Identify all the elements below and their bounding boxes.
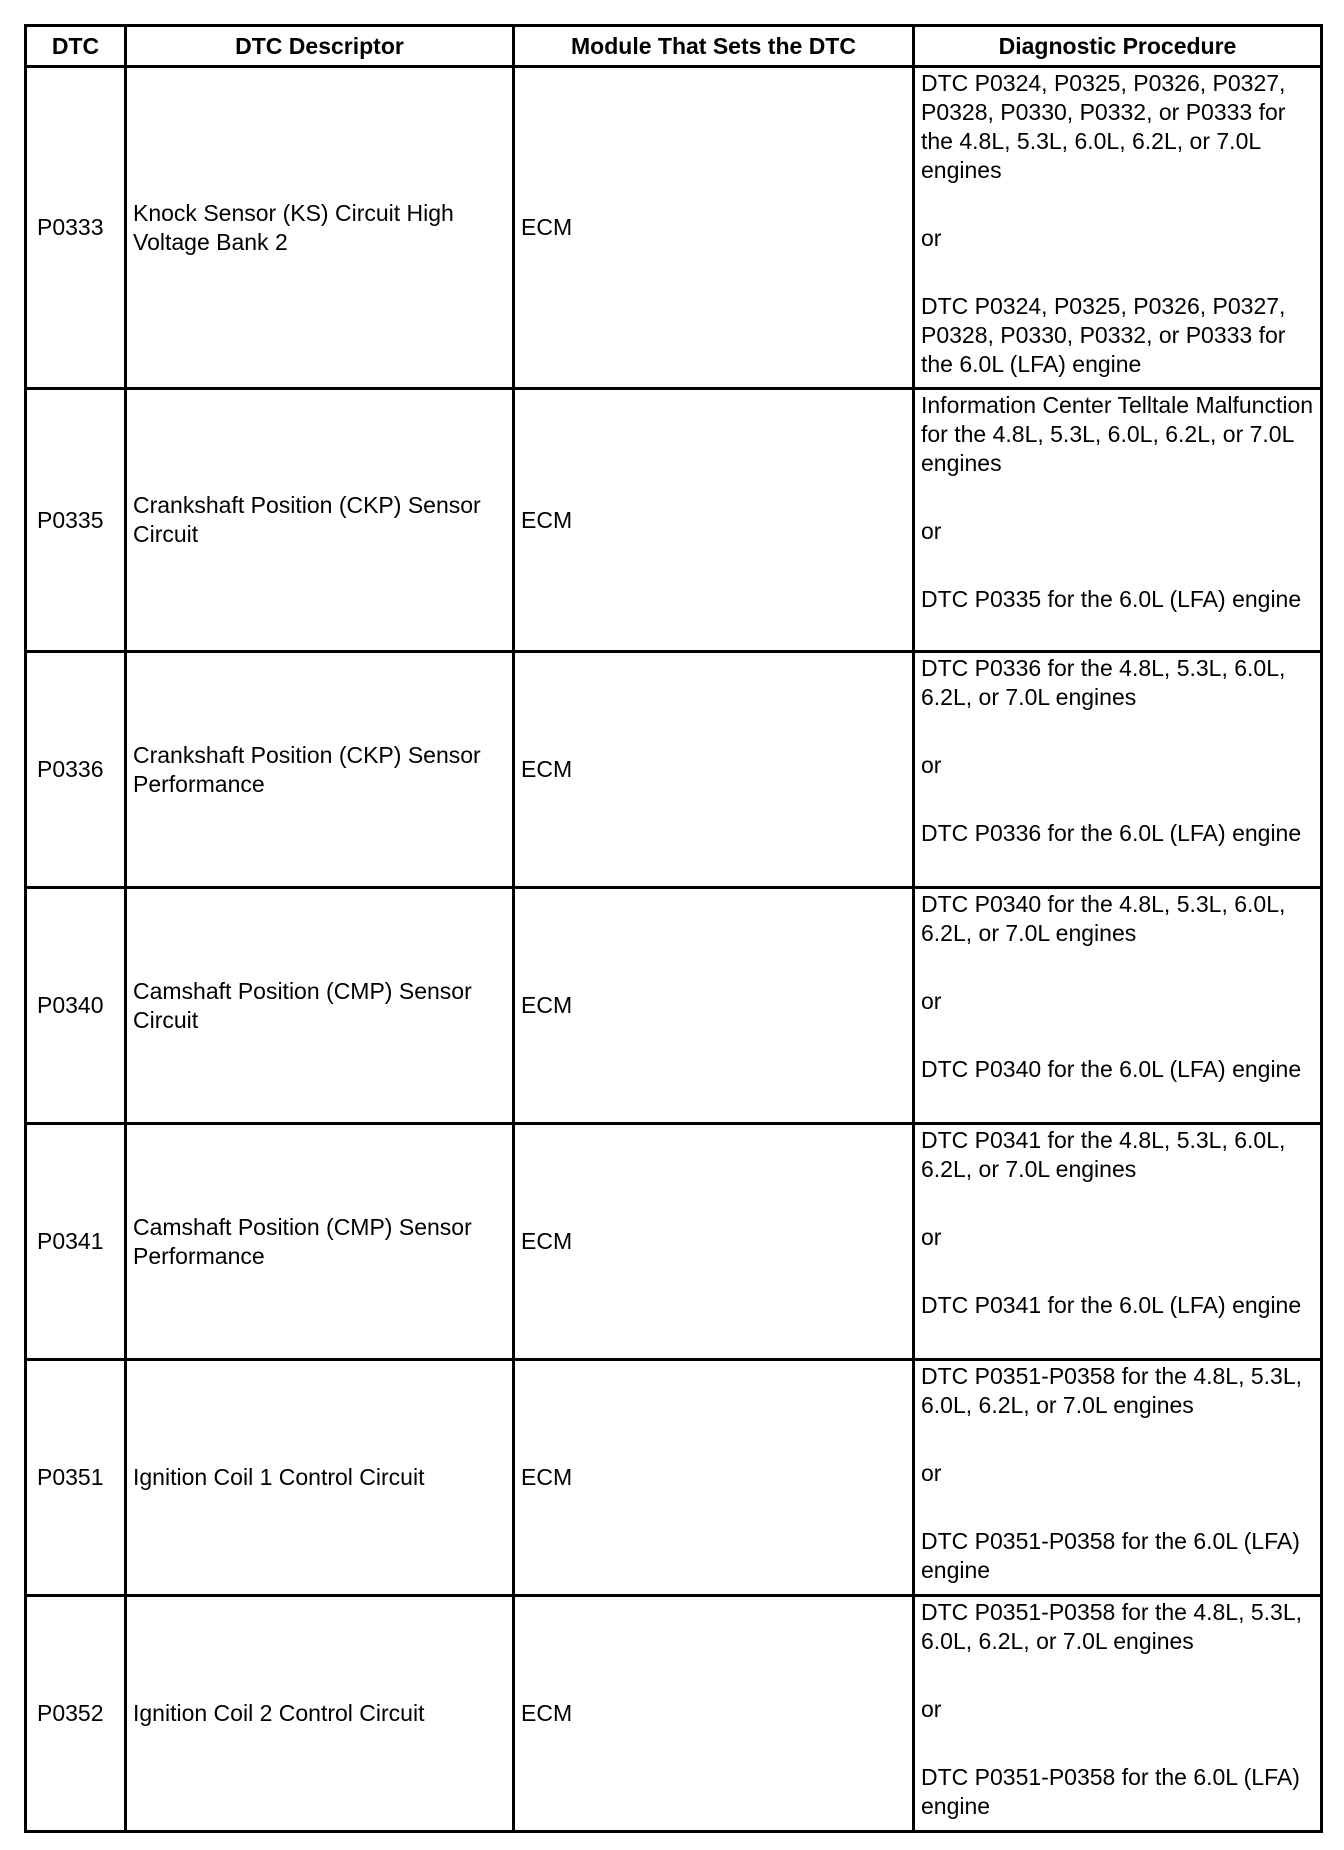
table-row	[26, 1124, 1322, 1360]
header-dtc-descriptor: DTC Descriptor	[126, 26, 514, 67]
diagnostic-procedure	[914, 1360, 1322, 1596]
header-diagnostic-procedure: Diagnostic Procedure	[914, 26, 1322, 67]
table-row	[26, 1596, 1322, 1832]
module: ECM	[514, 888, 914, 1124]
procedure-link-primary[interactable]: DTC P0351-P0358 for the 4.8L, 5.3L, 6.0L, 6.2L, or 7.0L engines	[921, 1599, 1303, 1654]
diagnostic-procedure	[914, 1124, 1322, 1360]
table-row	[26, 888, 1322, 1124]
procedure-link-primary[interactable]: DTC P0324, P0325, P0326, P0327, P0328, P0330, P0332, or P0333 for the 4.8L, 5.3L, 6.0L, 6.2L, or 7.0L engines	[921, 70, 1286, 183]
table-row	[26, 652, 1322, 888]
diagnostic-procedure	[914, 652, 1322, 888]
dtc-code: P0341	[26, 1124, 126, 1360]
table-row	[26, 1360, 1322, 1596]
dtc-table	[24, 24, 1323, 1833]
dtc-descriptor: Ignition Coil 2 Control Circuit	[126, 1596, 514, 1832]
procedure-or: or	[921, 225, 942, 251]
dtc-descriptor: Camshaft Position (CMP) Sensor Circuit	[126, 888, 514, 1124]
diagnostic-procedure	[914, 389, 1322, 652]
procedure-link-primary[interactable]: DTC P0341 for the 4.8L, 5.3L, 6.0L, 6.2L, or 7.0L engines	[921, 1127, 1286, 1182]
procedure-link-primary[interactable]: DTC P0351-P0358 for the 4.8L, 5.3L, 6.0L, 6.2L, or 7.0L engines	[921, 1363, 1303, 1418]
procedure-or: or	[921, 988, 942, 1014]
procedure-link-lfa[interactable]: DTC P0341 for the 6.0L (LFA) engine	[921, 1292, 1302, 1318]
header-module: Module That Sets the DTC	[514, 26, 914, 67]
module: ECM	[514, 1124, 914, 1360]
diagnostic-procedure	[914, 888, 1322, 1124]
dtc-code: P0351	[26, 1360, 126, 1596]
procedure-link-primary[interactable]: Information Center Telltale Malfunction for the 4.8L, 5.3L, 6.0L, 6.2L, or 7.0L engines	[921, 392, 1314, 476]
module: ECM	[514, 652, 914, 888]
procedure-link-lfa[interactable]: DTC P0335 for the 6.0L (LFA) engine	[921, 586, 1302, 612]
diagnostic-procedure	[914, 1596, 1322, 1832]
procedure-or: or	[921, 1224, 942, 1250]
table-header-row	[26, 26, 1322, 67]
procedure-link-lfa[interactable]: DTC P0336 for the 6.0L (LFA) engine	[921, 820, 1302, 846]
dtc-code: P0340	[26, 888, 126, 1124]
procedure-or: or	[921, 518, 942, 544]
dtc-descriptor: Camshaft Position (CMP) Sensor Performance	[126, 1124, 514, 1360]
procedure-link-lfa[interactable]: DTC P0351-P0358 for the 6.0L (LFA) engine	[921, 1528, 1300, 1583]
procedure-or: or	[921, 1460, 942, 1486]
dtc-code: P0333	[26, 67, 126, 389]
diagnostic-procedure	[914, 67, 1322, 389]
table-row	[26, 389, 1322, 652]
procedure-link-lfa[interactable]: DTC P0340 for the 6.0L (LFA) engine	[921, 1056, 1302, 1082]
procedure-link-lfa[interactable]: DTC P0324, P0325, P0326, P0327, P0328, P0330, P0332, or P0333 for the 6.0L (LFA) engine	[921, 293, 1286, 377]
dtc-code: P0352	[26, 1596, 126, 1832]
header-dtc: DTC	[26, 26, 126, 67]
procedure-link-lfa[interactable]: DTC P0351-P0358 for the 6.0L (LFA) engine	[921, 1764, 1300, 1819]
dtc-descriptor: Knock Sensor (KS) Circuit High Voltage Bank 2	[126, 67, 514, 389]
dtc-descriptor: Ignition Coil 1 Control Circuit	[126, 1360, 514, 1596]
procedure-or: or	[921, 1696, 942, 1722]
procedure-link-primary[interactable]: DTC P0340 for the 4.8L, 5.3L, 6.0L, 6.2L, or 7.0L engines	[921, 891, 1286, 946]
dtc-code: P0336	[26, 652, 126, 888]
dtc-descriptor: Crankshaft Position (CKP) Sensor Performance	[126, 652, 514, 888]
module: ECM	[514, 1360, 914, 1596]
procedure-or: or	[921, 752, 942, 778]
dtc-descriptor: Crankshaft Position (CKP) Sensor Circuit	[126, 389, 514, 652]
module: ECM	[514, 67, 914, 389]
table-row	[26, 67, 1322, 389]
procedure-link-primary[interactable]: DTC P0336 for the 4.8L, 5.3L, 6.0L, 6.2L, or 7.0L engines	[921, 655, 1286, 710]
module: ECM	[514, 389, 914, 652]
dtc-code: P0335	[26, 389, 126, 652]
module: ECM	[514, 1596, 914, 1832]
